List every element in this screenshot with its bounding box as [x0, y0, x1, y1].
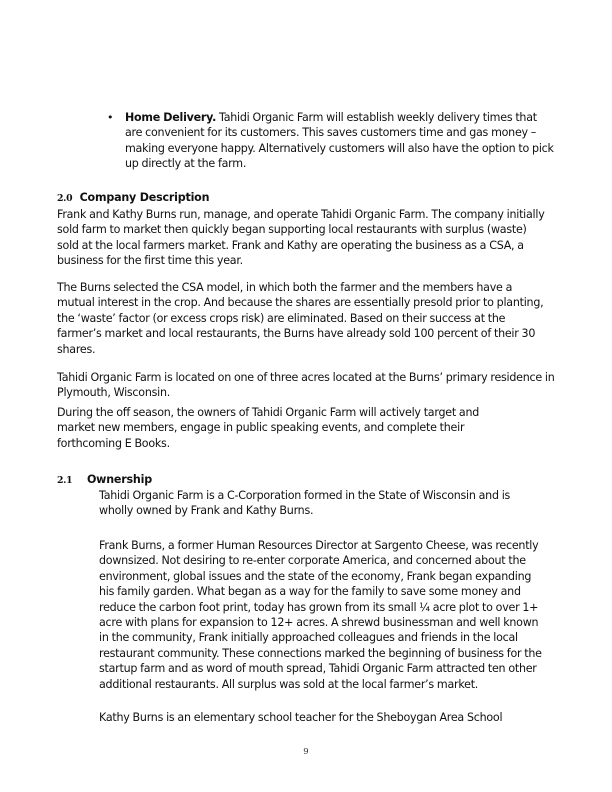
section-number: 2.0 — [57, 193, 73, 204]
page-number: 9 — [303, 747, 309, 757]
section-number: 2.1 — [57, 475, 73, 486]
paragraph-frank-burns: Frank Burns, a former Human Resources Director at Sargento Cheese, was recently downsized. Not desiring to re-enter corporate America, and concerned about the environment, global issues and the state of the economy, Frank began expanding his family garden. What began as a way for the family to save some money and reduce the carbon foot print, today has grown from its small ¼ acre plot to over 1+ acre with plans for expansion to 12+ acres. A shrewd businessman and well known in the community, Frank initially approached colleagues and friends in the local restaurant community. These connections marked the beginning of business for the startup farm and as word of mouth spread, Tahidi Organic Farm attracted ten other additional restaurants. All surplus was sold at the local farmer’s market. — [99, 539, 542, 691]
bullet-label: Home Delivery. — [125, 111, 217, 124]
section-heading-2-0 — [57, 191, 209, 204]
section-title: Company Description — [79, 191, 210, 204]
paragraph-company-intro: Frank and Kathy Burns run, manage, and operate Tahidi Organic Farm. The company initially sold farm to market then quickly began supporting local restaurants with surplus (waste) sold at the local farmers market. Frank and Kathy are operating the business as a CSA, a business for the first time this year. — [57, 208, 545, 268]
paragraph-off-season: During the off season, the owners of Tahidi Organic Farm will actively target and market new members, engage in public speaking events, and complete their forthcoming E Books. — [57, 406, 480, 450]
paragraph-location: Tahidi Organic Farm is located on one of three acres located at the Burns’ primary residence in Plymouth, Wisconsin. — [57, 371, 555, 400]
paragraph-csa-model: The Burns selected the CSA model, in which both the farmer and the members have a mutual interest in the crop. And because the shares are essentially presold prior to planting, the ‘waste’ factor (or excess crops risk) are eliminated. Based on their success at the farmer’s market and local restaurants, the Burns have already sold 100 percent of their 30 shares. — [57, 281, 544, 356]
bullet-body: Tahidi Organic Farm will establish weekly delivery times that are convenient for its customers. This saves customers time and gas money – making everyone happy. Alternatively customers will also have the option to pick up directly at the farm. — [125, 111, 554, 171]
section-heading-2-1 — [57, 473, 152, 486]
bullet-icon: • — [107, 111, 114, 124]
section-title: Ownership — [86, 473, 152, 486]
paragraph-ownership-structure: Tahidi Organic Farm is a C-Corporation formed in the State of Wisconsin and is wholly owned by Frank and Kathy Burns. — [99, 489, 511, 518]
bullet-text — [125, 110, 555, 172]
paragraph-kathy-burns: Kathy Burns is an elementary school teacher for the Sheboygan Area School — [99, 711, 503, 724]
